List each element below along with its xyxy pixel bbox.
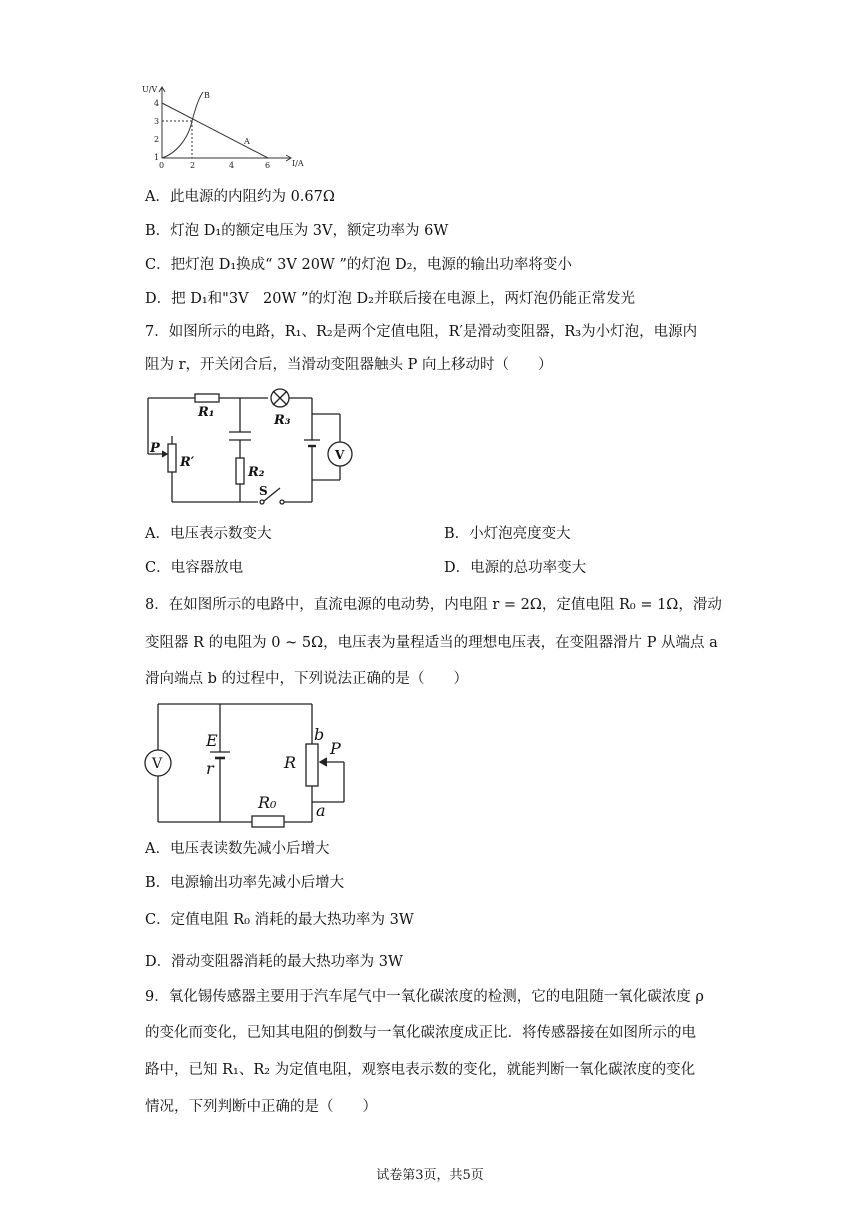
q7-option-b: B．小灯泡亮度变大 [444, 526, 571, 542]
q6-option-a: A．此电源的内阻约为 0.67Ω [145, 189, 335, 205]
label-v: V [335, 448, 345, 462]
q9-stem-line1: 9．氧化锡传感器主要用于汽车尾气中一氧化碳浓度的检测，它的电阻随一氧化碳浓度 ρ [145, 989, 704, 1005]
y-tick: 3 [154, 117, 160, 126]
y-tick: 1 [154, 153, 160, 162]
resistor-r1 [195, 394, 219, 402]
q8-stem-line1: 8．在如图所示的电路中，直流电源的电动势，内电阻 r = 2Ω，定值电阻 R₀ = 1Ω，滑动 [145, 597, 722, 613]
q6-option-b: B．灯泡 D₁的额定电压为 3V，额定功率为 6W [145, 223, 449, 239]
q7-option-c: C．电容器放电 [145, 560, 244, 576]
q7-circuit [140, 384, 360, 506]
y-tick: 4 [154, 99, 160, 108]
label-r0: R₀ [258, 793, 277, 812]
q8-option-d: D．滑动变阻器消耗的最大热功率为 3W [145, 954, 403, 970]
q8-option-c: C．定值电阻 R₀ 消耗的最大热功率为 3W [145, 912, 414, 928]
label-e: E [206, 731, 218, 750]
u-i-graph [140, 84, 310, 174]
rheostat-r-prime [168, 444, 176, 472]
label-a: a [316, 801, 326, 820]
x-axis-label: I/A [292, 159, 304, 168]
q6-option-c: C．把灯泡 D₁换成“ 3V 20W ”的灯泡 D₂，电源的输出功率将变小 [145, 257, 572, 273]
line-a-label: A [244, 137, 250, 146]
q7-option-a: A．电压表示数变大 [145, 526, 272, 542]
page-footer: 试卷第3页，共5页 [376, 1168, 484, 1183]
label-p: P [150, 441, 160, 456]
x-tick: 4 [229, 161, 235, 170]
x-tick: 2 [190, 161, 196, 170]
label-r1: R₁ [198, 405, 215, 420]
q9-stem-line4: 情况，下列判断中正确的是（ ） [145, 1099, 377, 1115]
label-r3: R₃ [274, 413, 291, 428]
q6-option-d: D．把 D₁和"3V 20W ”的灯泡 D₂并联后接在电源上，两灯泡仍能正常发光 [145, 291, 635, 307]
switch-s [260, 500, 264, 504]
label-r2: R₂ [248, 465, 265, 480]
rheostat-r [306, 744, 318, 786]
label-s: S [259, 484, 268, 498]
q7-stem-line1: 7．如图所示的电路，R₁、R₂是两个定值电阻，R′是滑动变阻器，R₃为小灯泡，电源内 [145, 324, 698, 340]
curve-b-label: B [204, 91, 210, 100]
curve-b [162, 92, 203, 158]
q8-stem-line2: 变阻器 R 的电阻为 0 ~ 5Ω，电压表为量程适当的理想电压表，在变阻器滑片 P 从端点 a [145, 635, 718, 651]
y-tick: 2 [154, 135, 160, 144]
label-r-prime: R′ [180, 455, 195, 470]
q7-option-d: D．电源的总功率变大 [444, 560, 587, 576]
y-axis-label: U/V [142, 85, 158, 94]
label-p: P [330, 739, 341, 758]
label-r: R [284, 753, 297, 772]
q8-circuit [140, 696, 360, 832]
x-tick: 0 [159, 161, 165, 170]
q9-stem-line2: 的变化而变化，已知其电阻的倒数与一氧化碳浓度成正比．将传感器接在如图所示的电 [145, 1025, 696, 1041]
q8-option-b: B．电源输出功率先减小后增大 [145, 875, 345, 891]
resistor-r2 [236, 458, 244, 484]
line-a [162, 103, 268, 158]
q9-stem-line3: 路中，已知 R₁、R₂ 为定值电阻，观察电表示数的变化，就能判断一氧化碳浓度的变化 [145, 1062, 696, 1078]
q7-stem-line2: 阻为 r，开关闭合后，当滑动变阻器触头 P 向上移动时（ ） [145, 357, 553, 373]
label-b: b [314, 725, 325, 744]
q8-option-a: A．电压表读数先减小后增大 [145, 841, 330, 857]
x-tick: 6 [265, 161, 271, 170]
q8-stem-line3: 滑向端点 b 的过程中，下列说法正确的是（ ） [145, 671, 468, 687]
label-v: V [152, 756, 163, 772]
label-r-internal: r [206, 759, 214, 778]
resistor-r0 [252, 816, 284, 827]
